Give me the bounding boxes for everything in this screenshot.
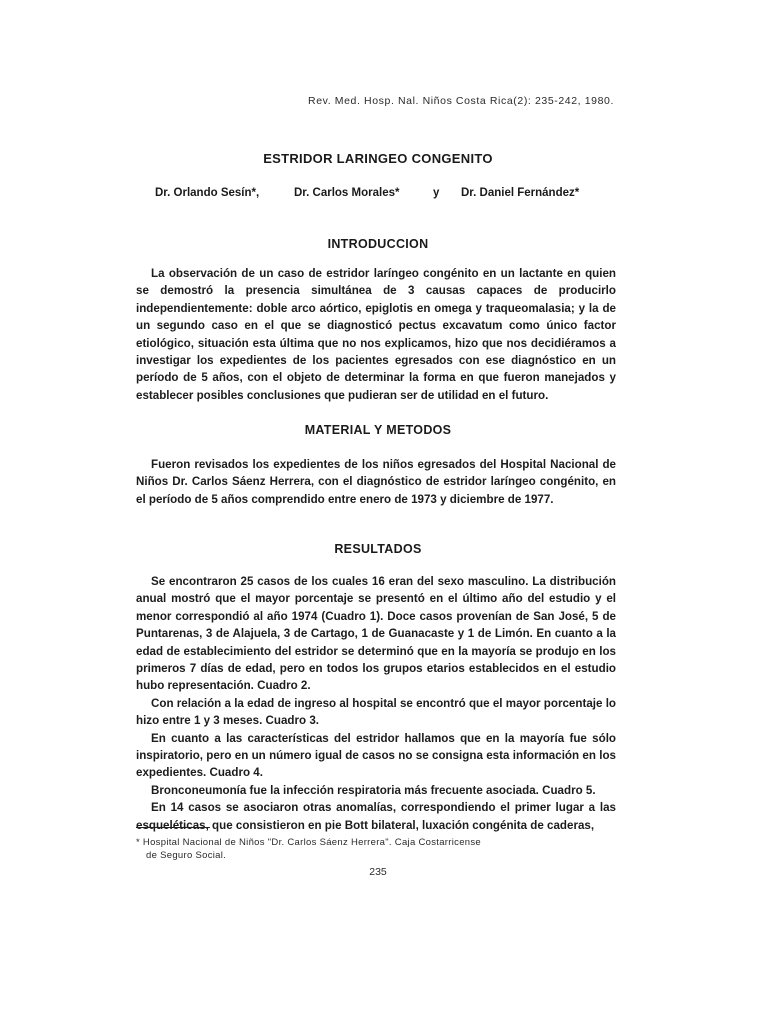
paragraph: En 14 casos se asociaron otras anomalías, correspondiendo el primer lugar a las esqueléticas, que consistieron en pie Bott bilateral, luxación congénita de caderas, [136,801,616,832]
journal-citation: Rev. Med. Hosp. Nal. Niños Costa Rica(2): 235-242, 1980. [308,95,614,107]
author-name: Dr. Orlando Sesín*, [155,187,260,199]
paragraph: Se encontraron 25 casos de los cuales 16 eran del sexo masculino. La distribución anual mostró que el mayor porcentaje se presentó en el último año del estudio y el menor correspondió al año 1974 (Cuadro 1). Doce casos provenían de San José, 5 de Puntarenas, 3 de Alajuela, 3 de Cartago, 1 de Guanacaste y 1 de Limón. En cuanto a la edad de establecimiento del estridor se determinó que en la mayoría se produjo en los primeros 7 días de edad, pero en todos los grupos etarios establecidos en el estudio hubo representación. Cuadro 2. [136,575,616,693]
section-body-material [136,456,616,508]
author-name: Dr. Carlos Morales* [294,187,400,199]
footnote [136,836,576,862]
page-number: 235 [369,866,387,878]
section-heading-introduccion: INTRODUCCION [327,237,429,251]
author-name: Dr. Daniel Fernández* [461,187,580,199]
footnote-line: * Hospital Nacional de Niños "Dr. Carlos Sáenz Herrera". Caja Costarricense [136,837,481,848]
author-conjunction: y [433,187,440,199]
section-heading-material: MATERIAL Y METODOS [304,423,452,437]
paragraph: Con relación a la edad de ingreso al hospital se encontró que el mayor porcentaje lo hizo entre 1 y 3 meses. Cuadro 3. [136,696,616,728]
article-title: ESTRIDOR LARINGEO CONGENITO [263,151,493,166]
section-body-introduccion [136,265,616,404]
paragraph: Fueron revisados los expedientes de los niños egresados del Hospital Nacional de Niños Dr. Carlos Sáenz Herrera, con el diagnóstico de estridor laríngeo congénito, en el período de 5 años comprendido entre enero de 1973 y diciembre de 1977. [136,458,616,506]
footnote-divider [136,827,210,828]
footnote-line: de Seguro Social. [146,850,227,861]
section-heading-resultados: RESULTADOS [334,542,422,556]
paragraph: En cuanto a las características del estridor hallamos que en la mayoría fue sólo inspiratorio, pero en un número igual de casos no se consigna esta información en los expedientes. Cuadro 4. [136,731,616,780]
section-body-resultados [136,573,616,834]
paragraph: Bronconeumonía fue la infección respiratoria más frecuente asociada. Cuadro 5. [151,783,596,797]
paragraph: La observación de un caso de estridor laríngeo congénito en un lactante en quien se demostró la presencia simultánea de 3 causas capaces de producirlo independientemente: doble arco aórtico, epiglotis en omega y traqueomalasia; y la de un segundo caso en el que se diagnosticó pectus excavatum como único factor etiológico, situación esta última que no nos explicamos, hizo que nos decidiéramos a investigar los expedientes de los pacientes egresados con ese diagnóstico en un período de 5 años, con el objeto de determinar la forma en que fueron manejados y establecer posibles conclusiones que pudieran ser de utilidad en el futuro. [136,267,616,402]
